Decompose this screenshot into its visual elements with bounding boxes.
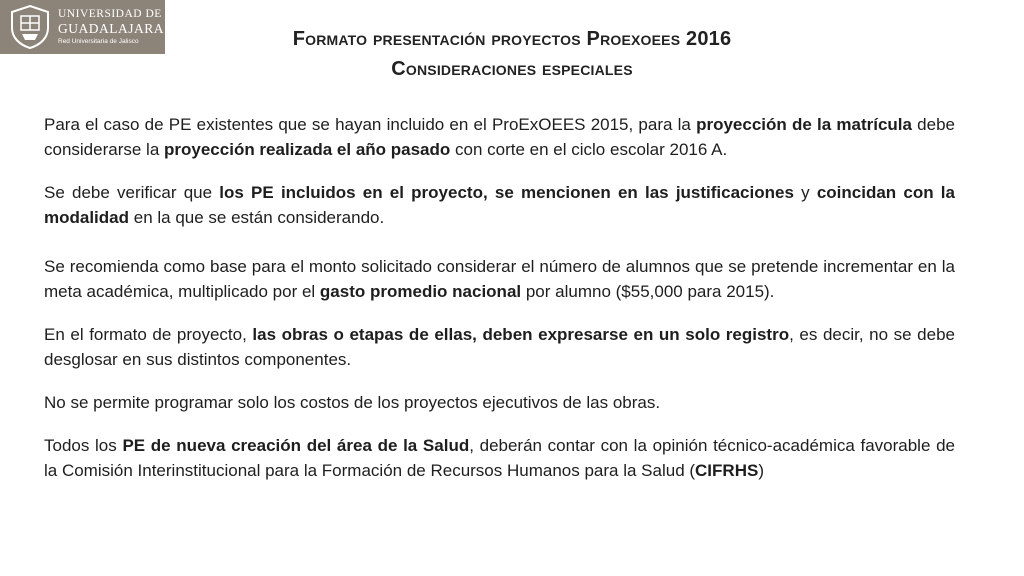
logo-line-3: Red Universitaria de Jalisco <box>58 37 139 45</box>
bold-run: gasto promedio nacional <box>319 282 522 301</box>
paragraph-salud <box>44 433 955 483</box>
text-run: con corte en el ciclo escolar 2016 A. <box>450 140 728 159</box>
text-run: , es decir, no se debe desglosar en sus distintos componentes. <box>44 325 956 369</box>
paragraph-verificacion <box>44 180 955 230</box>
paragraph-matricula <box>44 112 955 162</box>
text-run: No se permite programar solo los costos de los proyectos ejecutivos de las obras. <box>44 393 661 412</box>
text-run: Para el caso de PE existentes que se hayan incluido en el ProExOEES 2015, para la <box>44 115 697 134</box>
bold-run: las obras o etapas de ellas, deben expresarse en un solo registro <box>252 325 790 344</box>
bold-run: proyección realizada el año pasado <box>164 140 451 159</box>
page-subtitle: Consideraciones especiales <box>391 58 633 80</box>
document-body <box>44 112 955 501</box>
bold-run: PE de nueva creación del área de la Salud <box>122 436 470 455</box>
bold-run: los PE incluidos en el proyecto, se mencionen en las justificaciones <box>219 183 794 202</box>
logo-line-2: GUADALAJARA <box>58 21 164 37</box>
text-run: Se recomienda como base para el monto solicitado considerar el número de alumnos que se pretende incrementar en la meta académica, multiplicado por el <box>44 257 955 301</box>
bold-run: coincidan con la modalidad <box>44 183 955 227</box>
page-title: Formato presentación proyectos Proexoees 2016 <box>292 28 732 50</box>
text-run: Se debe verificar que <box>44 183 220 202</box>
text-run: en la que se están considerando. <box>129 208 385 227</box>
paragraph-monto <box>44 254 955 304</box>
text-run: ) <box>758 461 764 480</box>
paragraph-costos <box>44 390 955 415</box>
text-run: , deberán contar con la opinión técnico-académica favorable de la Comisión Interinstitucional para la Formación de Recursos Humanos para la Salud ( <box>44 436 955 480</box>
text-run: y <box>793 183 817 202</box>
text-run: Todos los <box>44 436 123 455</box>
bold-run: CIFRHS <box>695 461 759 480</box>
bold-run: proyección de la matrícula <box>696 115 912 134</box>
text-run: En el formato de proyecto, <box>44 325 253 344</box>
text-run: por alumno ($55,000 para 2015). <box>521 282 775 301</box>
paragraph-obras <box>44 322 955 372</box>
text-run: debe considerarse la <box>44 115 955 159</box>
logo-line-1: UNIVERSIDAD DE <box>58 7 162 20</box>
